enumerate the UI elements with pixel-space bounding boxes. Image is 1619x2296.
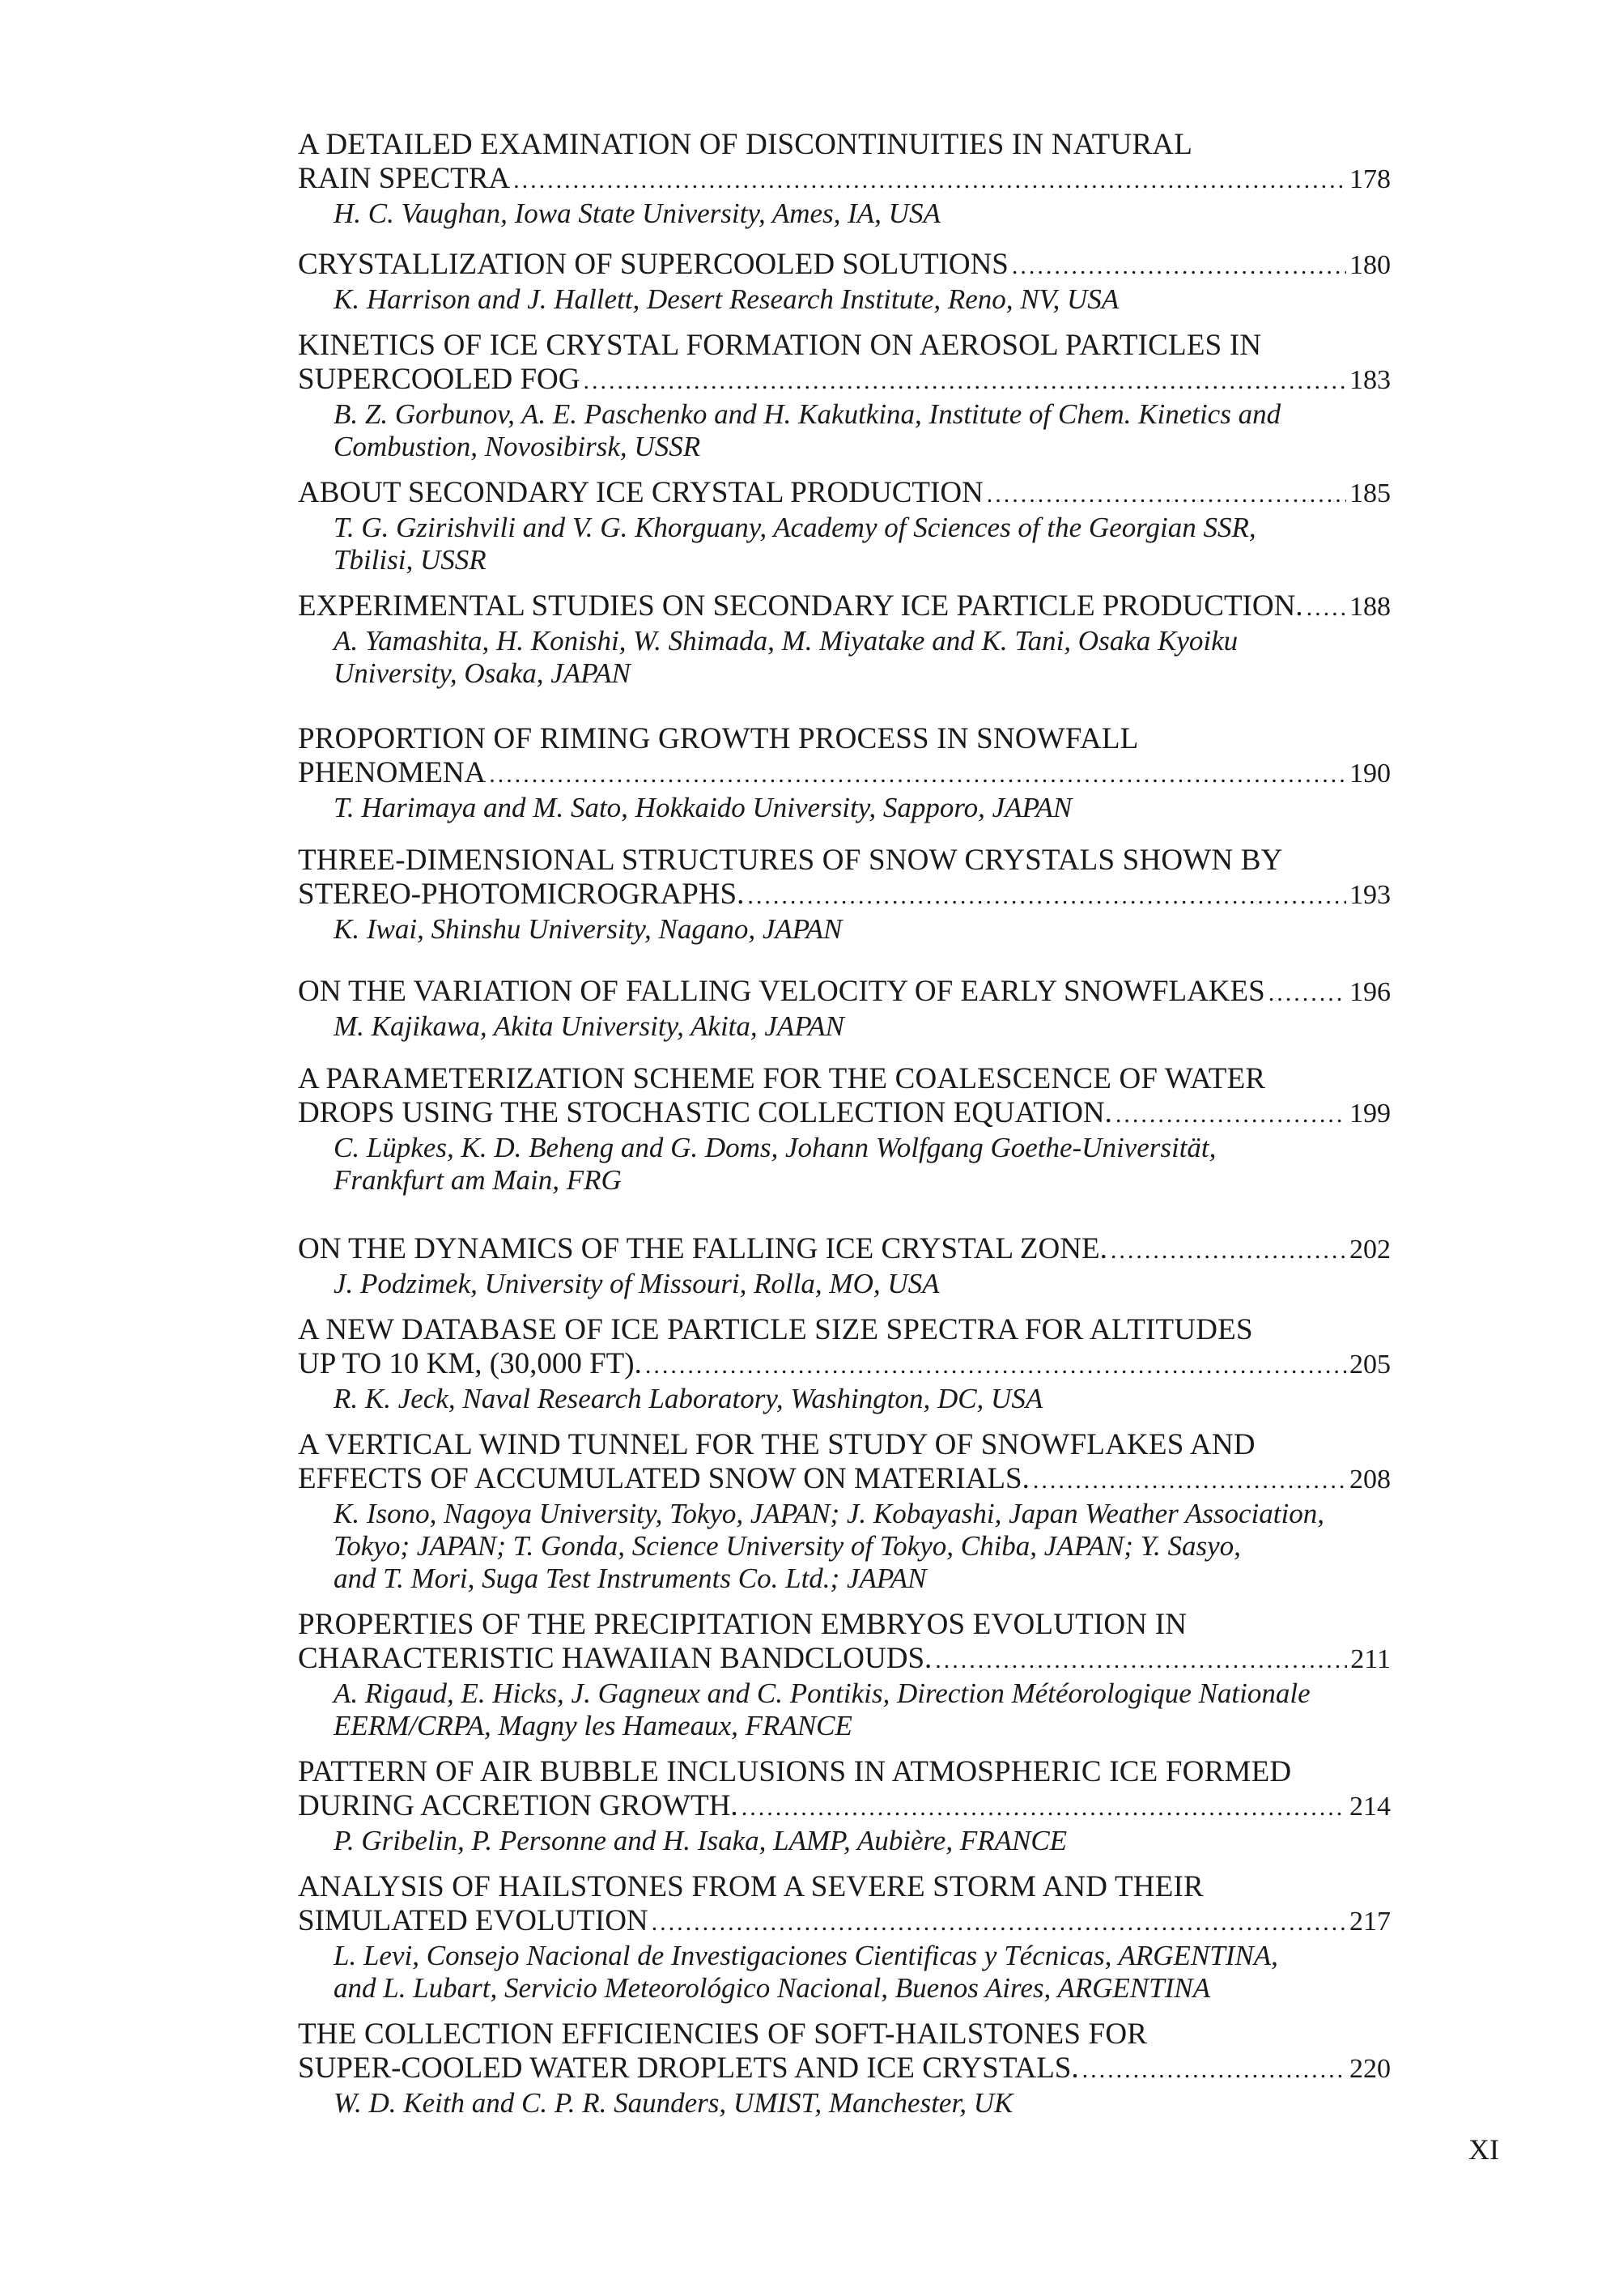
entry-authors-line: B. Z. Gorbunov, A. E. Paschenko and H. Kakutkina, Institute of Chem. Kinetics and xyxy=(334,398,1281,430)
entry-page-number: 193 xyxy=(1349,880,1391,910)
entry-title-row xyxy=(298,248,1391,283)
entry-page-number: 208 xyxy=(1349,1465,1391,1495)
entry-title-line: DURING ACCRETION GROWTH. xyxy=(298,1789,738,1822)
entry-title-row xyxy=(298,975,1391,1010)
toc-entry xyxy=(298,1870,1391,2005)
dot-leader xyxy=(1012,249,1346,283)
entry-page-number: 217 xyxy=(1349,1907,1391,1937)
toc-entry xyxy=(298,1313,1391,1415)
dot-leader xyxy=(1033,1464,1346,1498)
entry-title-line: ON THE VARIATION OF FALLING VELOCITY OF EARLY SNOWFLAKES xyxy=(298,975,1265,1008)
entry-authors-line: K. Harrison and J. Hallett, Desert Research Institute, Reno, NV, USA xyxy=(334,283,1120,315)
entry-title-row xyxy=(298,1642,1391,1677)
entry-title-line: CHARACTERISTIC HAWAIIAN BANDCLOUDS. xyxy=(298,1642,933,1675)
entry-title-row xyxy=(298,2052,1391,2087)
entry-authors-line: H. C. Vaughan, Iowa State University, Ames, IA, USA xyxy=(334,198,941,229)
entry-title-row xyxy=(298,1347,1391,1383)
entry-title-line: KINETICS OF ICE CRYSTAL FORMATION ON AEROSOL PARTICLES IN xyxy=(298,329,1262,362)
entry-authors-line: K. Iwai, Shinshu University, Nagano, JAPAN xyxy=(334,913,843,945)
entry-page-number: 202 xyxy=(1349,1235,1391,1265)
dot-leader xyxy=(1082,2053,1346,2087)
entry-page-number: 205 xyxy=(1349,1350,1391,1380)
entry-authors-line: Tokyo; JAPAN; T. Gonda, Science University of Tokyo, Chiba, JAPAN; Y. Sasyo, xyxy=(334,1530,1241,1562)
entry-title-line: PHENOMENA xyxy=(298,756,487,789)
dot-leader xyxy=(652,1906,1346,1940)
dot-leader xyxy=(489,758,1346,792)
toc-entry xyxy=(298,975,1391,1043)
entry-title-row xyxy=(298,363,1391,398)
entry-authors-line: Frankfurt am Main, FRG xyxy=(334,1164,622,1196)
entry-title-row xyxy=(298,1904,1391,1940)
toc-entry xyxy=(298,1755,1391,1857)
toc-entry xyxy=(298,128,1391,230)
dot-leader xyxy=(987,478,1346,512)
entry-authors-line: M. Kajikawa, Akita University, Akita, JAPAN xyxy=(334,1010,844,1042)
entry-authors-line: T. G. Gzirishvili and V. G. Khorguany, Academy of Sciences of the Georgian SSR, xyxy=(334,512,1256,543)
toc-entry xyxy=(298,1428,1391,1595)
entry-title-row xyxy=(298,1789,1391,1825)
entry-authors-line: R. K. Jeck, Naval Research Laboratory, Washington, DC, USA xyxy=(334,1383,1043,1414)
entry-authors-line: K. Isono, Nagoya University, Tokyo, JAPAN; J. Kobayashi, Japan Weather Association, xyxy=(334,1498,1324,1529)
entry-title-line: EXPERIMENTAL STUDIES ON SECONDARY ICE PARTICLE PRODUCTION. xyxy=(298,589,1303,623)
entry-title-line: A PARAMETERIZATION SCHEME FOR THE COALESCENCE OF WATER xyxy=(298,1062,1266,1095)
entry-page-number: 188 xyxy=(1349,592,1391,622)
entry-title-line: ANALYSIS OF HAILSTONES FROM A SEVERE STORM AND THEIR xyxy=(298,1870,1204,1903)
entry-authors-line: Combustion, Novosibirsk, USSR xyxy=(334,431,701,462)
table-of-contents xyxy=(298,115,1391,2120)
entry-title-row xyxy=(298,589,1391,625)
entry-title-line: PROPORTION OF RIMING GROWTH PROCESS IN SNOWFALL xyxy=(298,722,1139,755)
entry-title-line: ON THE DYNAMICS OF THE FALLING ICE CRYSTAL ZONE. xyxy=(298,1232,1107,1265)
dot-leader xyxy=(1307,591,1346,625)
toc-entry xyxy=(298,589,1391,690)
entry-authors-line: L. Levi, Consejo Nacional de Investigaciones Cientificas y Técnicas, ARGENTINA, xyxy=(334,1940,1278,1971)
entry-title-line: SIMULATED EVOLUTION xyxy=(298,1904,648,1937)
entry-title-row xyxy=(298,1232,1391,1268)
entry-title-line: UP TO 10 KM, (30,000 FT). xyxy=(298,1347,642,1380)
page-folio: XI xyxy=(1468,2133,1499,2166)
entry-page-number: 199 xyxy=(1349,1099,1391,1129)
entry-authors-line: C. Lüpkes, K. D. Beheng and G. Doms, Johann Wolfgang Goethe-Universität, xyxy=(334,1132,1217,1163)
entry-title-row xyxy=(298,162,1391,198)
entry-title-line: SUPER-COOLED WATER DROPLETS AND ICE CRYSTALS. xyxy=(298,2052,1079,2085)
entry-title-row xyxy=(298,1462,1391,1498)
entry-title-line: DROPS USING THE STOCHASTIC COLLECTION EQUATION. xyxy=(298,1096,1112,1129)
entry-title-line: STEREO-PHOTOMICROGRAPHS. xyxy=(298,878,745,911)
toc-entry xyxy=(298,1608,1391,1742)
entry-title-line: THE COLLECTION EFFICIENCIES OF SOFT-HAILSTONES FOR xyxy=(298,2018,1148,2051)
entry-title-line: CRYSTALLIZATION OF SUPERCOOLED SOLUTIONS xyxy=(298,248,1009,281)
dot-leader xyxy=(1111,1234,1346,1268)
entry-page-number: 185 xyxy=(1349,478,1391,508)
entry-page-number: 183 xyxy=(1349,365,1391,395)
toc-entry xyxy=(298,722,1391,824)
entry-title-line: EFFECTS OF ACCUMULATED SNOW ON MATERIALS. xyxy=(298,1462,1030,1495)
dot-leader xyxy=(747,879,1346,913)
entry-title-row xyxy=(298,476,1391,512)
dot-leader xyxy=(513,164,1346,198)
entry-page-number: 190 xyxy=(1349,759,1391,789)
toc-entry xyxy=(298,844,1391,946)
entry-page-number: 211 xyxy=(1350,1644,1391,1674)
entry-authors-line: J. Podzimek, University of Missouri, Rolla, MO, USA xyxy=(334,1268,940,1299)
entry-title-line: ABOUT SECONDARY ICE CRYSTAL PRODUCTION xyxy=(298,476,984,509)
toc-entry xyxy=(298,329,1391,463)
dot-leader xyxy=(742,1791,1346,1825)
entry-title-row xyxy=(298,878,1391,913)
entry-page-number: 196 xyxy=(1349,977,1391,1007)
toc-entry xyxy=(298,1062,1391,1197)
entry-title-row xyxy=(298,756,1391,792)
entry-page-number: 214 xyxy=(1349,1792,1391,1822)
toc-entry xyxy=(298,2018,1391,2120)
dot-leader xyxy=(583,364,1346,398)
toc-entry xyxy=(298,476,1391,576)
entry-title-line: A NEW DATABASE OF ICE PARTICLE SIZE SPECTRA FOR ALTITUDES xyxy=(298,1313,1253,1346)
toc-entry xyxy=(298,248,1391,316)
entry-authors-line: T. Harimaya and M. Sato, Hokkaido University, Sapporo, JAPAN xyxy=(334,792,1073,823)
entry-page-number: 180 xyxy=(1349,250,1391,280)
entry-title-line: A DETAILED EXAMINATION OF DISCONTINUITIES IN NATURAL xyxy=(298,128,1192,161)
entry-authors-line: P. Gribelin, P. Personne and H. Isaka, LAMP, Aubière, FRANCE xyxy=(334,1825,1068,1856)
entry-title-line: SUPERCOOLED FOG xyxy=(298,363,580,396)
entry-authors-line: A. Yamashita, H. Konishi, W. Shimada, M. Miyatake and K. Tani, Osaka Kyoiku xyxy=(334,625,1239,657)
entry-title-row xyxy=(298,1096,1391,1132)
entry-authors-line: and L. Lubart, Servicio Meteorológico Nacional, Buenos Aires, ARGENTINA xyxy=(334,1972,1210,2004)
entry-authors-line: EERM/CRPA, Magny les Hameaux, FRANCE xyxy=(334,1710,852,1741)
dot-leader xyxy=(1268,976,1346,1010)
entry-title-line: A VERTICAL WIND TUNNEL FOR THE STUDY OF SNOWFLAKES AND xyxy=(298,1428,1256,1461)
entry-authors-line: A. Rigaud, E. Hicks, J. Gagneux and C. Pontikis, Direction Météorologique Nationale xyxy=(334,1677,1311,1709)
entry-page-number: 220 xyxy=(1349,2054,1391,2084)
entry-authors-line: University, Osaka, JAPAN xyxy=(334,657,631,689)
dot-leader xyxy=(645,1349,1346,1383)
entry-title-line: THREE-DIMENSIONAL STRUCTURES OF SNOW CRYSTALS SHOWN BY xyxy=(298,844,1283,877)
entry-page-number: 178 xyxy=(1349,164,1391,194)
entry-title-line: PROPERTIES OF THE PRECIPITATION EMBRYOS EVOLUTION IN xyxy=(298,1608,1188,1641)
dot-leader xyxy=(1115,1098,1346,1132)
entry-authors-line: Tbilisi, USSR xyxy=(334,544,487,576)
dot-leader xyxy=(935,1643,1347,1677)
toc-entry xyxy=(298,1232,1391,1300)
entry-authors-line: and T. Mori, Suga Test Instruments Co. Ltd.; JAPAN xyxy=(334,1563,927,1594)
entry-title-line: RAIN SPECTRA xyxy=(298,162,511,195)
entry-title-line: PATTERN OF AIR BUBBLE INCLUSIONS IN ATMOSPHERIC ICE FORMED xyxy=(298,1755,1292,1788)
entry-authors-line: W. D. Keith and C. P. R. Saunders, UMIST, Manchester, UK xyxy=(334,2087,1013,2119)
